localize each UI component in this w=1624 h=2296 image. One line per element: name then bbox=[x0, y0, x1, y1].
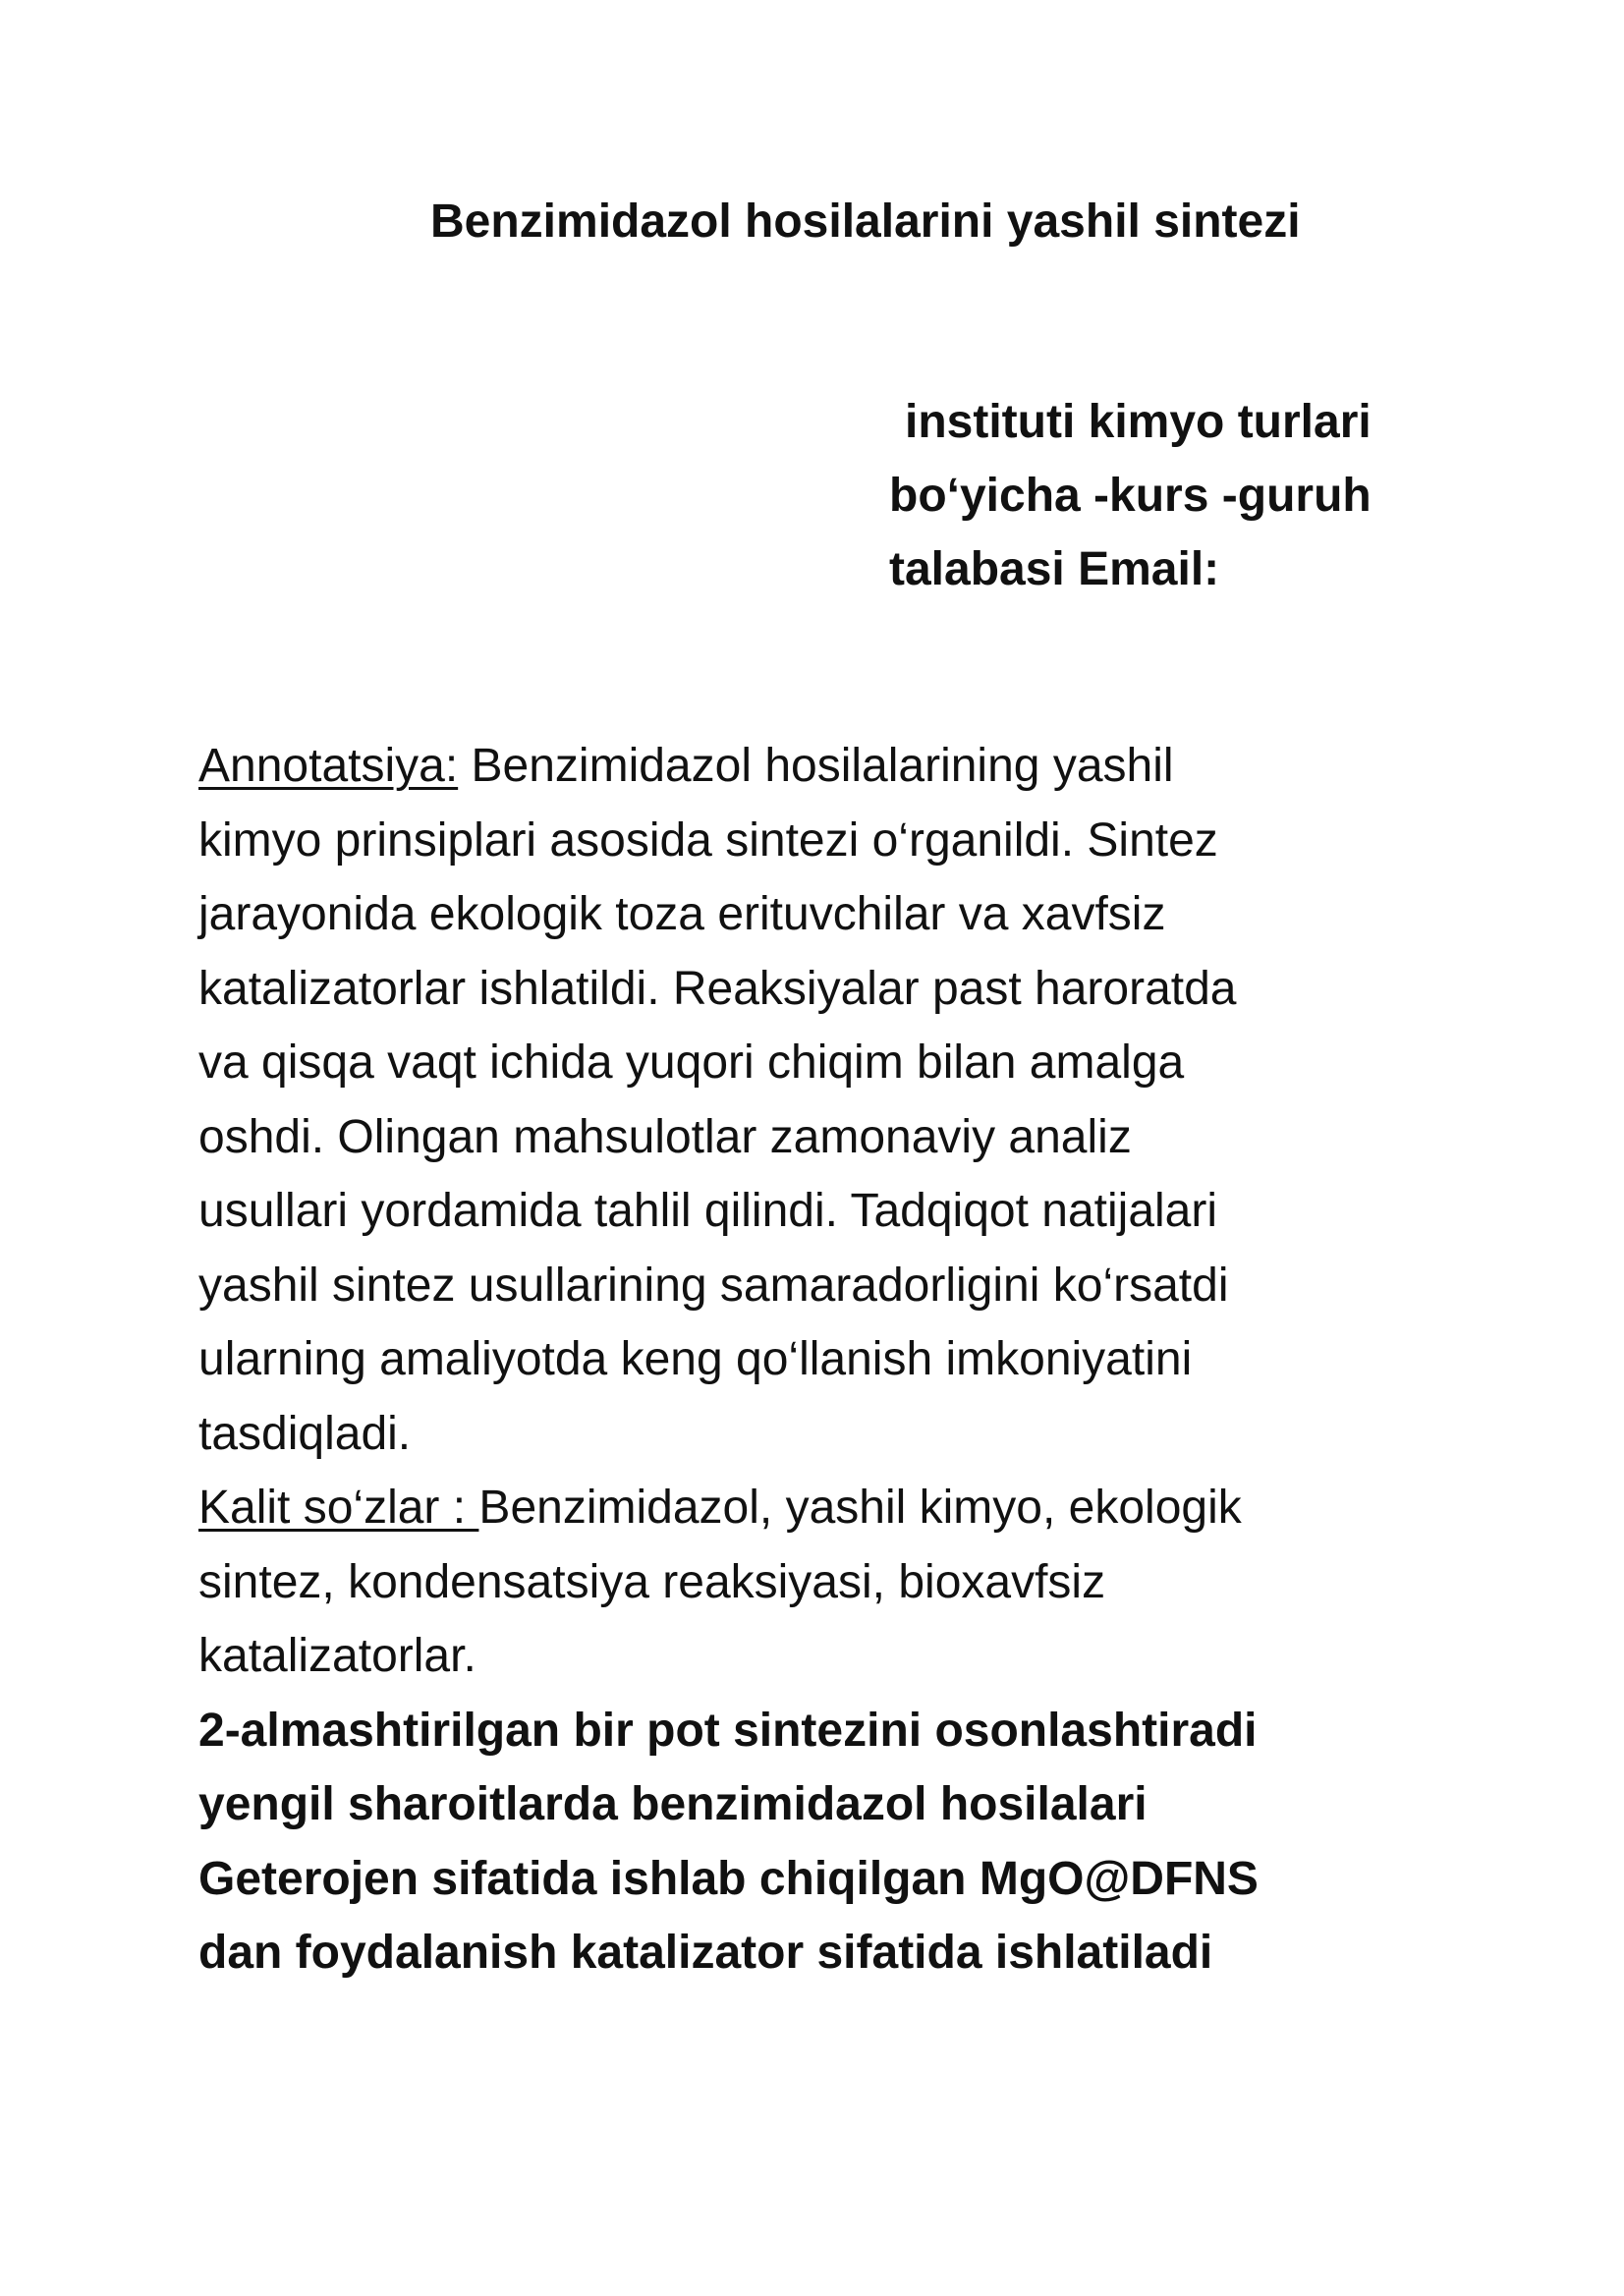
keywords-text: sintez, kondensatsiya reaksiyasi, bioxavfsiz bbox=[198, 1555, 1106, 1608]
abstract-text: usullari yordamida tahlil qilindi. Tadqiqot natijalari bbox=[198, 1185, 1218, 1237]
abstract-text: va qisqa vaqt ichida yuqori chiqim bilan amalga bbox=[198, 1036, 1185, 1089]
section-heading bbox=[198, 1694, 1456, 1990]
abstract-text: katalizatorlar ishlatildi. Reaksiyalar past haroratda bbox=[198, 962, 1237, 1015]
document-title: Benzimidazol hosilalarini yashil sintezi bbox=[430, 196, 1301, 248]
keywords-text: Benzimidazol, yashil kimyo, ekologik bbox=[478, 1482, 1242, 1534]
keywords-text: katalizatorlar. bbox=[198, 1630, 476, 1682]
abstract-text: oshdi. Olingan mahsulotlar zamonaviy analiz bbox=[198, 1110, 1132, 1163]
section-heading-line: 2-almashtirilgan bir pot sintezini osonlashtiradi bbox=[198, 1704, 1258, 1757]
section-heading-line: yengil sharoitlarda benzimidazol hosilalari bbox=[198, 1778, 1148, 1830]
affiliation-line: talabasi Email: bbox=[889, 543, 1220, 595]
abstract-section bbox=[198, 729, 1456, 1471]
keywords-first-line bbox=[198, 1471, 1456, 1545]
section-heading-line: dan foydalanish katalizator sifatida ishlatiladi bbox=[198, 1927, 1213, 1979]
affiliation-line: bo‘yicha -kurs -guruh bbox=[889, 470, 1372, 522]
abstract-text: Benzimidazol hosilalarining yashil bbox=[458, 740, 1174, 792]
abstract-text: jarayonida ekologik toza erituvchilar va xavfsiz bbox=[198, 888, 1166, 940]
author-affiliation bbox=[889, 385, 1439, 606]
abstract-text: yashil sintez usullarining samaradorligini ko‘rsatdi bbox=[198, 1259, 1229, 1312]
abstract-text: ularning amaliyotda keng qo‘llanish imkoniyatini bbox=[198, 1333, 1193, 1385]
document-body bbox=[198, 729, 1456, 1990]
abstract-text: kimyo prinsiplari asosida sintezi o‘rganildi. Sintez bbox=[198, 813, 1218, 867]
abstract-first-line bbox=[198, 729, 1456, 804]
keywords-section bbox=[198, 1471, 1456, 1694]
keywords-label: Kalit so‘zlar : bbox=[198, 1482, 479, 1534]
affiliation-line: instituti kimyo turlari bbox=[905, 396, 1372, 448]
abstract-text: tasdiqladi. bbox=[198, 1407, 412, 1460]
abstract-label: Annotatsiya: bbox=[198, 740, 459, 792]
section-heading-line: Geterojen sifatida ishlab chiqilgan MgO@DFNS bbox=[198, 1852, 1259, 1905]
